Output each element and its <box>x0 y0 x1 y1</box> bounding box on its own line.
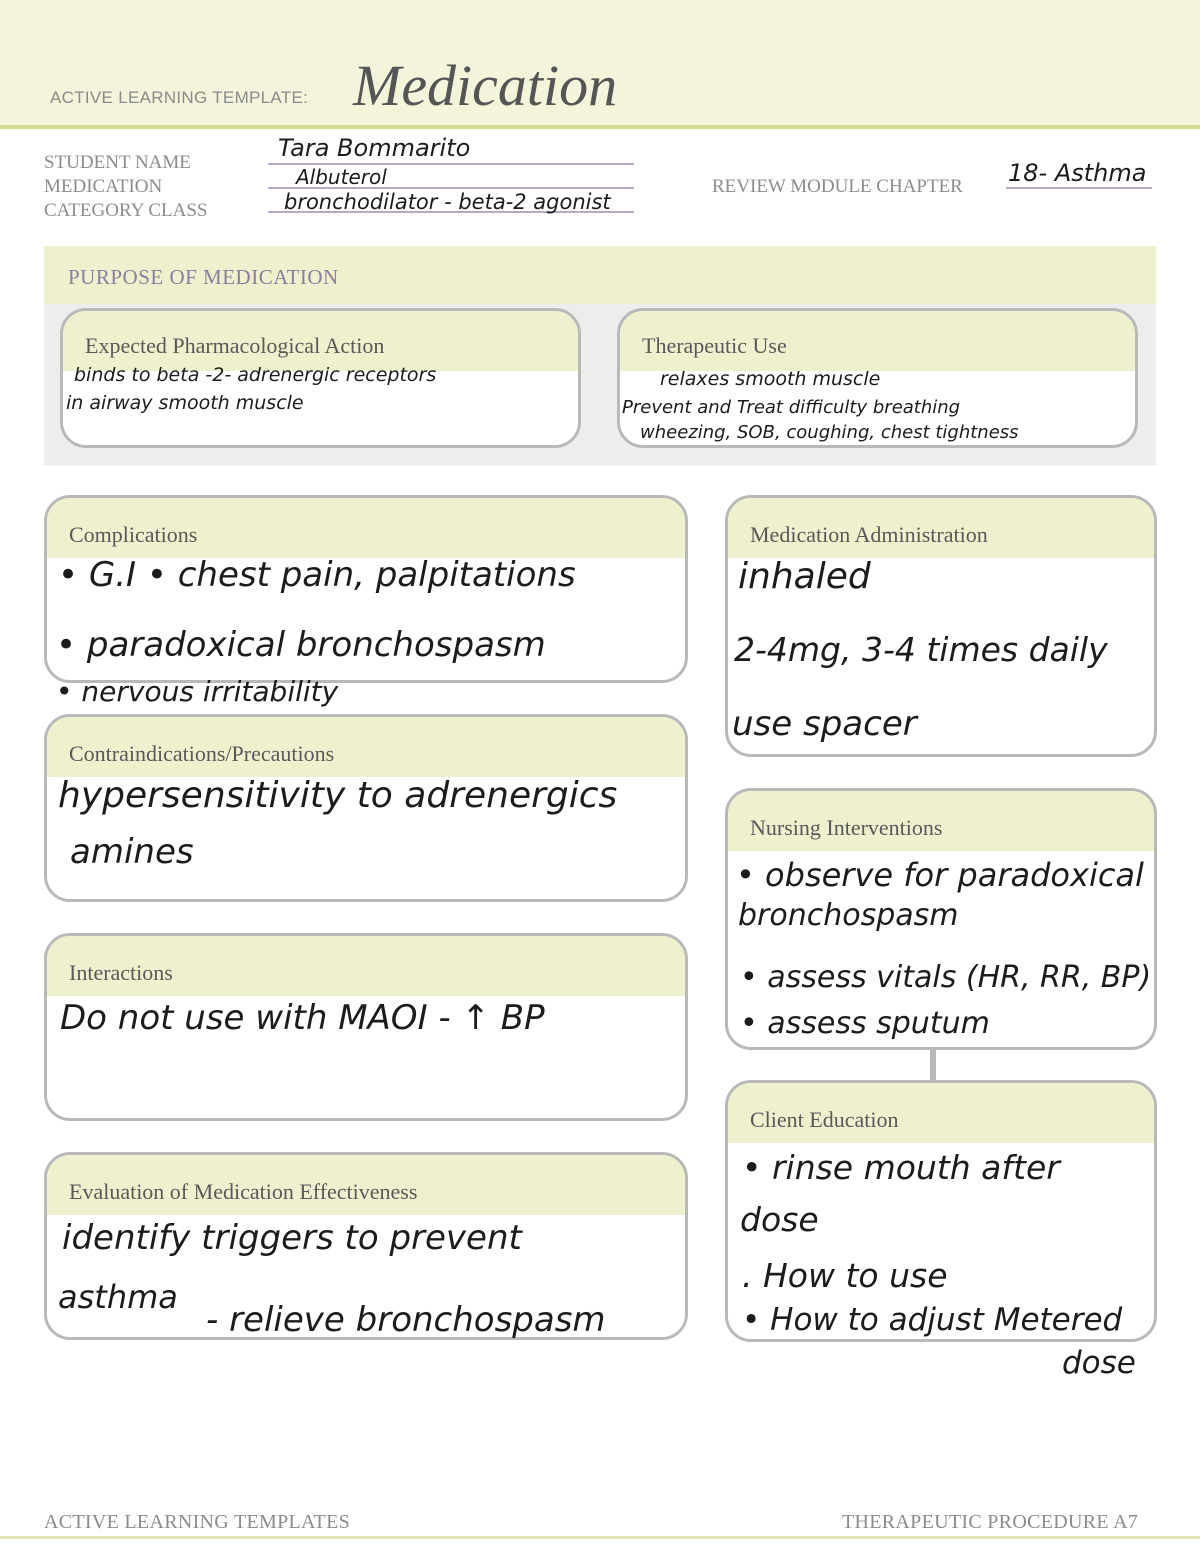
therapeutic-use-line[interactable]: wheezing, SOB, coughing, chest tightness <box>640 422 1019 443</box>
therapeutic-use-line[interactable]: relaxes smooth muscle <box>660 368 881 390</box>
evaluation-line[interactable]: - relieve bronchospasm <box>206 1300 606 1340</box>
review-module-label: REVIEW MODULE CHAPTER <box>712 176 963 197</box>
nursing-line[interactable]: • assess vitals (HR, RR, BP) <box>740 960 1152 995</box>
education-line[interactable]: • How to adjust Metered <box>742 1302 1123 1338</box>
contraindications-title: Contraindications/Precautions <box>69 741 335 766</box>
footer-rule <box>0 1536 1200 1539</box>
contraindications-line[interactable]: hypersensitivity to adrenergics <box>58 775 618 816</box>
complications-title: Complications <box>69 522 198 547</box>
purpose-title: PURPOSE OF MEDICATION <box>68 265 339 289</box>
evaluation-line[interactable]: identify triggers to prevent <box>62 1218 522 1258</box>
therapeutic-use-line[interactable]: Prevent and Treat difficulty breathing <box>622 397 961 418</box>
administration-line[interactable]: inhaled <box>738 556 871 597</box>
complications-line[interactable]: • paradoxical bronchospasm <box>56 625 546 665</box>
education-line[interactable]: • rinse mouth after <box>742 1148 1060 1187</box>
evaluation-title: Evaluation of Medication Effectiveness <box>69 1179 418 1204</box>
medication-field[interactable]: Albuterol <box>296 165 387 189</box>
interactions-line[interactable]: Do not use with MAOI - ↑ BP <box>60 998 545 1038</box>
review-module-field[interactable]: 18- Asthma <box>1008 159 1147 187</box>
category-class-label: CATEGORY CLASS <box>44 200 208 221</box>
evaluation-line[interactable]: asthma <box>58 1278 178 1316</box>
template-label: ACTIVE LEARNING TEMPLATE: <box>50 88 309 107</box>
client-education-title: Client Education <box>750 1107 899 1132</box>
complications-line[interactable]: • G.I • chest pain, palpitations <box>58 555 576 595</box>
expected-action-line[interactable]: in airway smooth muscle <box>66 392 304 414</box>
contraindications-line[interactable]: amines <box>70 832 194 872</box>
category-class-field[interactable]: bronchodilator - beta-2 agonist <box>284 190 611 214</box>
page-title: Medication <box>353 53 618 118</box>
student-name-field[interactable]: Tara Bommarito <box>278 134 471 162</box>
footer-left: ACTIVE LEARNING TEMPLATES <box>44 1511 351 1533</box>
student-name-label: STUDENT NAME <box>44 152 191 173</box>
expected-action-title: Expected Pharmacological Action <box>85 333 385 358</box>
administration-line[interactable]: 2-4mg, 3-4 times daily <box>734 630 1108 669</box>
review-module-line <box>1006 187 1152 189</box>
complications-line[interactable]: • nervous irritability <box>56 675 339 708</box>
box-connector <box>930 1048 936 1080</box>
header-rule <box>0 125 1200 129</box>
education-line[interactable]: dose <box>740 1200 819 1239</box>
education-line[interactable]: . How to use <box>742 1256 948 1295</box>
nursing-line[interactable]: • assess sputum <box>740 1006 990 1041</box>
therapeutic-use-title: Therapeutic Use <box>642 333 787 358</box>
nursing-line[interactable]: bronchospasm <box>738 898 959 933</box>
nursing-interventions-title: Nursing Interventions <box>750 815 943 840</box>
footer-right: THERAPEUTIC PROCEDURE A7 <box>842 1511 1139 1533</box>
expected-action-line[interactable]: binds to beta -2- adrenergic receptors <box>74 364 437 386</box>
administration-title: Medication Administration <box>750 522 988 547</box>
nursing-line[interactable]: • observe for paradoxical <box>736 856 1144 894</box>
education-line[interactable]: dose <box>1062 1345 1136 1381</box>
medication-label: MEDICATION <box>44 176 163 197</box>
administration-line[interactable]: use spacer <box>732 704 917 744</box>
interactions-title: Interactions <box>69 960 173 985</box>
